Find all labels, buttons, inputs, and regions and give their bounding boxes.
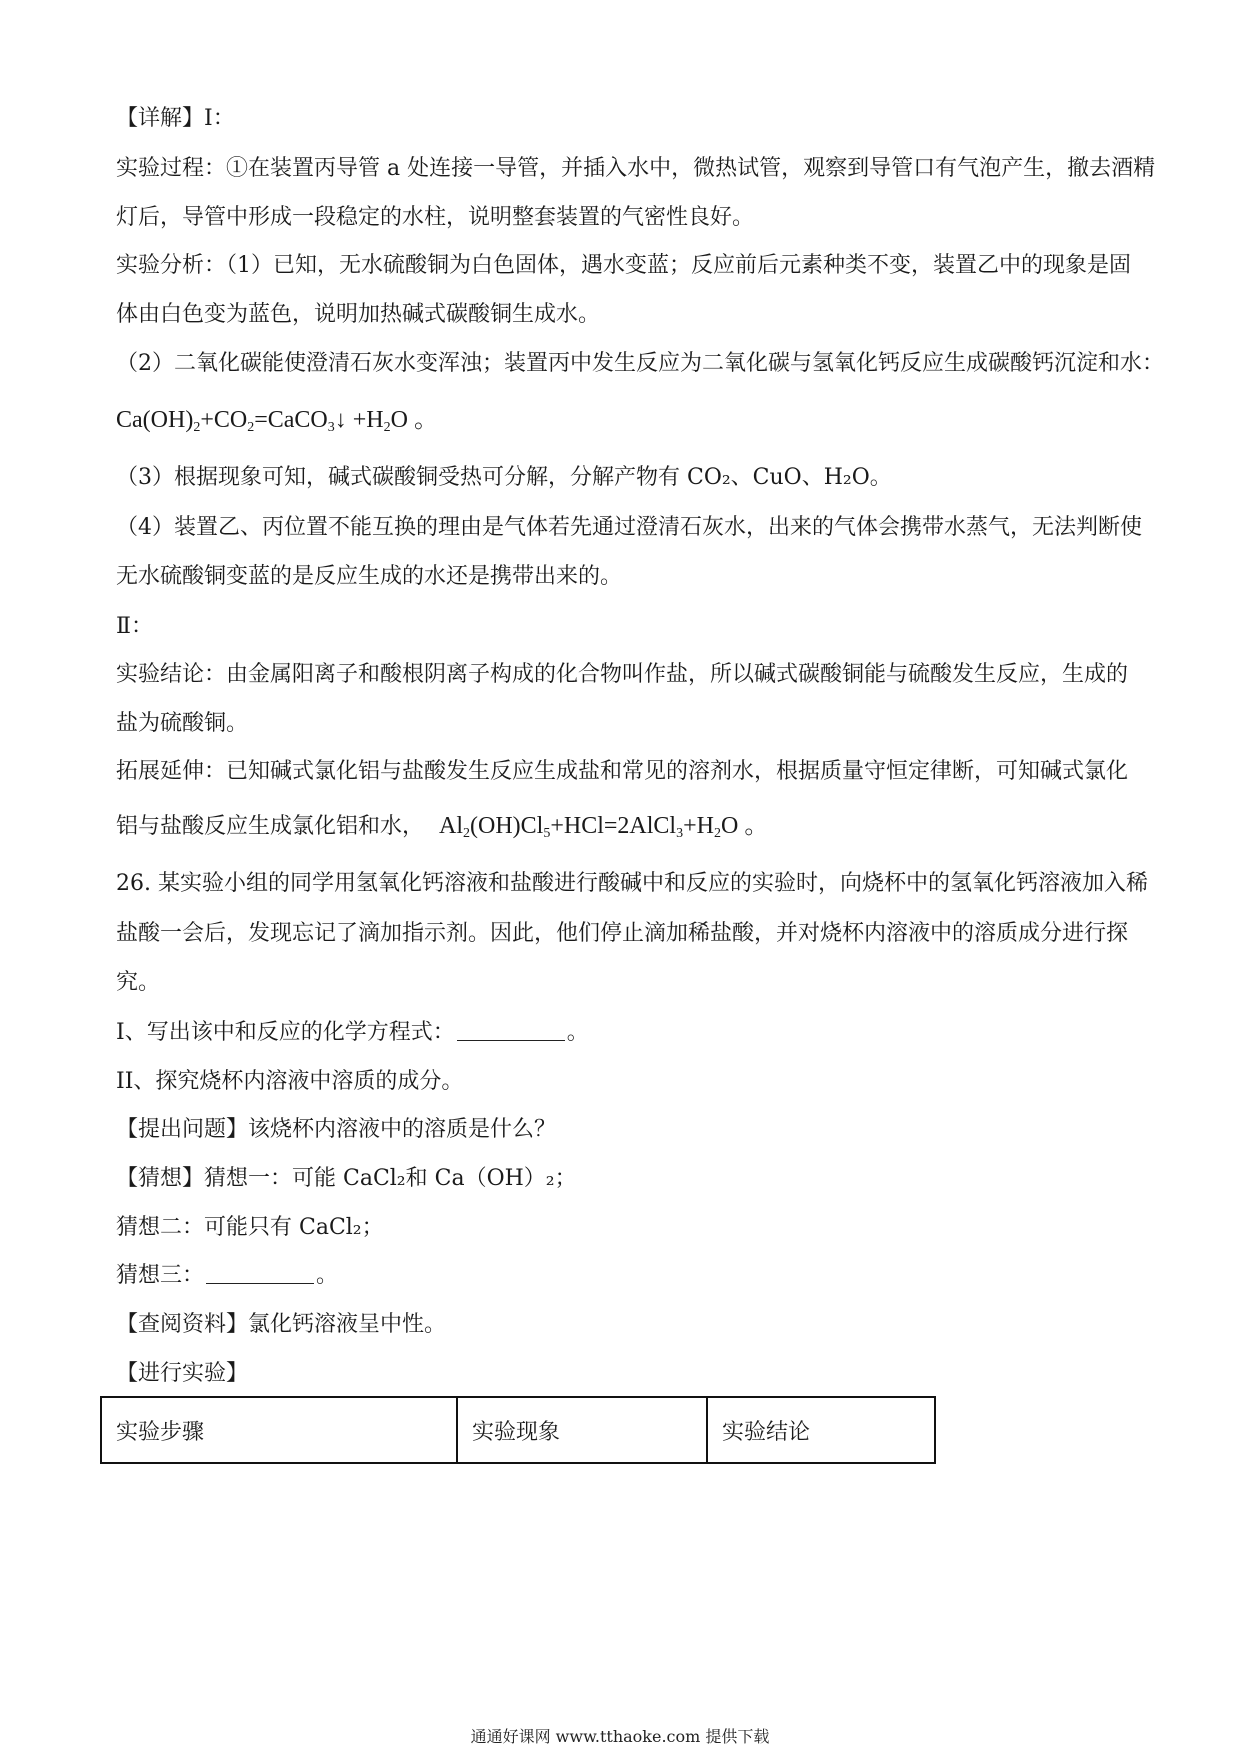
page-footer: 通通好课网 www.tthaoke.com 提供下载 <box>470 1727 770 1746</box>
table-header-row <box>101 1397 935 1463</box>
text-line: 盐酸一会后，发现忘记了滴加指示剂。因此，他们停止滴加稀盐酸，并对烧杯内溶液中的溶质成分进行探 <box>116 921 1129 946</box>
text-line: 实验分析：（1）已知，无水硫酸铜为白色固体，遇水变蓝；反应前后元素种类不变，装置乙中的现象是固 <box>116 253 1132 278</box>
text-line: 灯后，导管中形成一段稳定的水柱，说明整套装置的气密性良好。 <box>116 205 755 230</box>
text-line: 究。 <box>116 970 161 995</box>
text-line: 体由白色变为蓝色，说明加热碱式碳酸铜生成水。 <box>116 302 601 327</box>
section-heading-1: 【详解】Ⅰ： <box>116 106 235 131</box>
question-26-line: 26. 某实验小组的同学用氢氧化钙溶液和盐酸进行酸碱中和反应的实验时，向烧杯中的氢氧化钙溶液加入稀 <box>116 871 1148 896</box>
table-header-cell: 实验现象 <box>457 1397 707 1463</box>
text-line: 【查阅资料】氯化钙溶液呈中性。 <box>116 1312 447 1337</box>
text-line-with-equation: 铝与盐酸反应生成氯化铝和水， $Al_2(OH)Cl_5+HCl=2AlCl_3+H_2O$ 。 <box>116 813 769 841</box>
equation-caco3: $Ca(OH)_2+CO_2=CaCO_3↓ +H_2O$ 。 <box>116 407 438 435</box>
text-line: （3）根据现象可知，碱式碳酸铜受热可分解，分解产物有 CO₂、CuO、H₂O。 <box>116 465 892 490</box>
equation-alcl3: $Al_2(OH)Cl_5+HCl=2AlCl_3+H_2O$ 。 <box>439 813 769 841</box>
text-line: 实验结论：由金属阳离子和酸根阴离子构成的化合物叫作盐，所以碱式碳酸铜能与硫酸发生反应，生成的 <box>116 662 1129 687</box>
answer-blank[interactable] <box>457 1020 565 1041</box>
table-header-cell: 实验步骤 <box>101 1397 457 1463</box>
table-header-cell: 实验结论 <box>707 1397 935 1463</box>
text-line: 盐为硫酸铜。 <box>116 711 249 736</box>
text-line: II、探究烧杯内溶液中溶质的成分。 <box>116 1069 464 1094</box>
text-line: 【猜想】猜想一：可能 CaCl₂和 Ca（OH）₂； <box>116 1166 577 1191</box>
section-heading-2: Ⅱ： <box>116 614 153 639</box>
text-line: （4）装置乙、丙位置不能互换的理由是气体若先通过澄清石灰水，出来的气体会携带水蒸气，无法判断使 <box>116 515 1143 540</box>
text-line: 【提出问题】该烧杯内溶液中的溶质是什么？ <box>116 1117 557 1142</box>
guess-three-line: 猜想三： 。 <box>116 1263 339 1288</box>
text-line: 【进行实验】 <box>116 1361 249 1386</box>
experiment-table <box>100 1396 936 1464</box>
text-line: 拓展延伸：已知碱式氯化铝与盐酸发生反应生成盐和常见的溶剂水，根据质量守恒定律断，可知碱式氯化 <box>116 759 1129 784</box>
text-line: 实验过程：①在装置丙导管 a 处连接一导管，并插入水中，微热试管，观察到导管口有气泡产生，撤去酒精 <box>116 156 1156 181</box>
text-line: 无水硫酸铜变蓝的是反应生成的水还是携带出来的。 <box>116 564 623 589</box>
question-i-line: I、写出该中和反应的化学方程式： 。 <box>116 1020 589 1045</box>
text-line: （2）二氧化碳能使澄清石灰水变浑浊；装置丙中发生反应为二氧化碳与氢氧化钙反应生成碳酸钙沉淀和水： <box>116 351 1165 376</box>
text-line: 猜想二：可能只有 CaCl₂； <box>116 1215 384 1240</box>
answer-blank[interactable] <box>206 1263 314 1284</box>
